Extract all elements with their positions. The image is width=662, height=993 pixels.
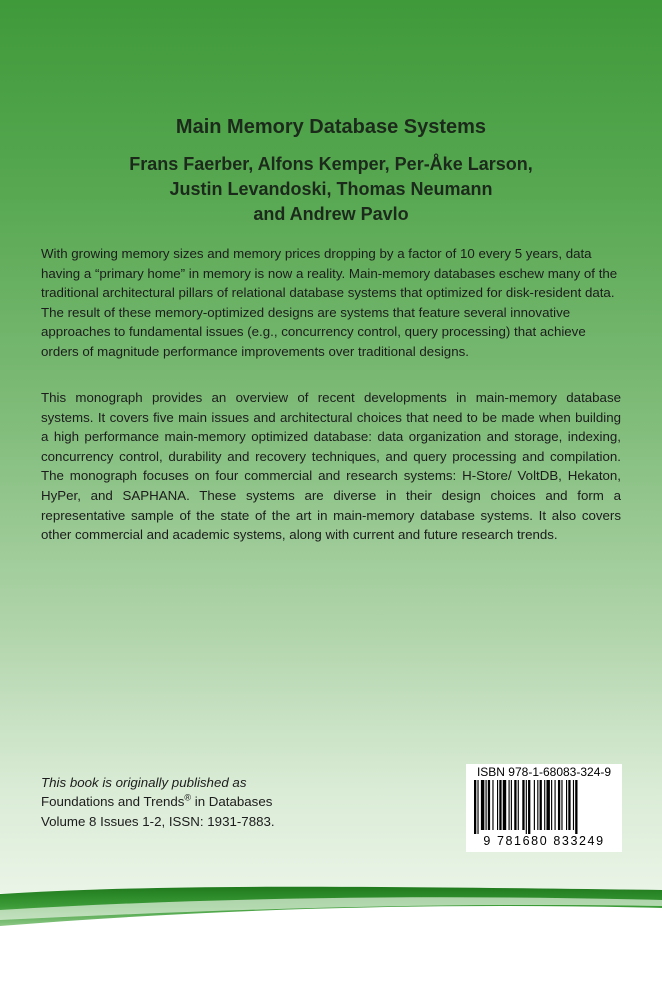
- author-list: [0, 152, 662, 227]
- abstract-paragraph: With growing memory sizes and memory prices dropping by a factor of 10 every 5 years, data having a “primary home” in memory is now a reality. Main-memory databases eschew many of the traditional architectural pillars of relational database systems that optimized for disk-resident data. The result of these memory-optimized designs are systems that feature several innovative approaches to fundamental issues (e.g., concurrency control, query processing) that achieve orders of magnitude performance improvements over traditional designs.: [41, 246, 618, 359]
- author-line: and Andrew Pavlo: [253, 204, 409, 224]
- publication-note: [41, 773, 275, 831]
- journal-name: Foundations and Trends: [41, 794, 185, 810]
- decorative-swoosh: [0, 880, 662, 930]
- book-title: Main Memory Database Systems: [175, 116, 487, 138]
- barcode-digits: 9 781680 833249: [483, 834, 605, 848]
- summary-paragraph: This monograph provides an overview of recent developments in main-memory database systems. It covers five main issues and architectural choices that need to be made when building a high performance main-memory optimized database: data organization and storage, indexing, concurrency control, durability and recovery techniques, and query processing and compilation. The monograph focuses on four commercial and research systems: H-Store/ VoltDB, Hekaton, HyPer, and SAPHANA. These systems are diverse in their design choices and form a representative sample of the state of the art in main-memory database systems. It also covers other commercial and academic systems, along with current and future research trends.: [41, 390, 621, 543]
- author-line: Frans Faerber, Alfons Kemper, Per-Åke Larson,: [129, 154, 533, 174]
- registered-mark: ®: [184, 792, 192, 803]
- barcode-bars: [474, 780, 614, 834]
- journal-suffix: in Databases: [191, 794, 273, 810]
- publication-line: This book is originally published as: [41, 775, 247, 790]
- isbn-label: ISBN 978-1-68083-324-9: [476, 765, 612, 779]
- publication-line: Volume 8 Issues 1-2, ISSN: 1931-7883.: [41, 813, 275, 829]
- isbn-barcode: [466, 764, 622, 852]
- publication-line: [41, 792, 275, 811]
- author-line: Justin Levandoski, Thomas Neumann: [169, 179, 493, 199]
